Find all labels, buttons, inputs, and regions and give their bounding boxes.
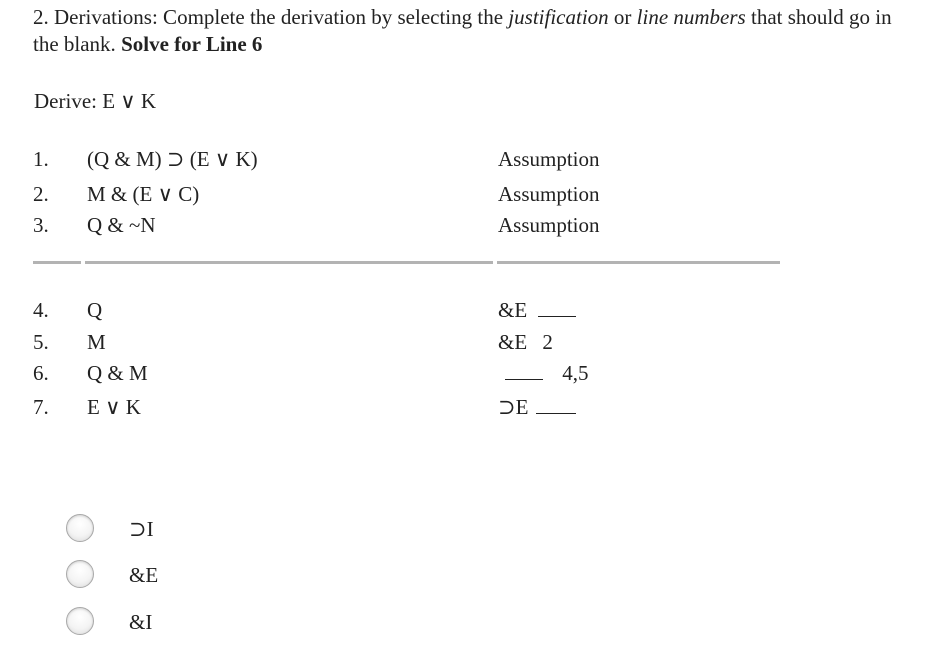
line-justification	[498, 330, 553, 355]
justification-blank	[505, 365, 543, 380]
line-formula: M & (E ∨ C)	[87, 182, 200, 206]
separator-rule-segment	[497, 261, 780, 264]
answer-option-3[interactable]	[0, 601, 300, 641]
rule-label: ⊃E	[498, 395, 529, 419]
line-numbers: 2	[542, 330, 553, 354]
line-formula: Q	[87, 298, 103, 322]
line-formula: M	[87, 330, 106, 354]
rule-label: &E	[498, 330, 528, 354]
line-number: 5.	[33, 330, 49, 354]
step-row-5	[0, 326, 936, 360]
question-bold-instruction: Solve for Line 6	[121, 32, 263, 56]
step-row-4	[0, 294, 936, 328]
radio-button[interactable]	[66, 560, 94, 588]
line-formula: Q & ~N	[87, 213, 156, 237]
premise-row-1	[0, 143, 936, 177]
derive-goal: Derive: E ∨ K	[34, 89, 157, 113]
line-number: 6.	[33, 361, 49, 385]
line-number: 2.	[33, 182, 49, 206]
separator-rule-segment	[85, 261, 493, 264]
rule-label: &E	[498, 298, 528, 322]
question-text	[33, 4, 913, 58]
line-number: 3.	[33, 213, 49, 237]
line-justification: Assumption	[498, 147, 600, 171]
question-prefix: 2. Derivations: Complete the derivation by selecting the	[33, 5, 509, 29]
line-justification: Assumption	[498, 182, 600, 206]
option-label[interactable]: &I	[129, 610, 153, 634]
option-label[interactable]: &E	[129, 563, 159, 587]
step-row-6	[0, 357, 936, 391]
line-justification	[505, 361, 589, 386]
question-mid: or	[608, 5, 637, 29]
question-italic-line-numbers: line numbers	[636, 5, 746, 29]
line-numbers-blank	[538, 302, 576, 317]
question-suffix: that should go in the blank.	[33, 5, 892, 56]
line-justification: Assumption	[498, 213, 600, 237]
line-number: 4.	[33, 298, 49, 322]
premise-row-2	[0, 178, 936, 212]
separator-rule-segment	[33, 261, 81, 264]
answer-option-1[interactable]	[0, 508, 300, 548]
step-row-7	[0, 391, 936, 425]
answer-option-2[interactable]	[0, 554, 300, 594]
line-justification	[498, 395, 576, 420]
line-formula: (Q & M) ⊃ (E ∨ K)	[87, 147, 258, 171]
option-label[interactable]: ⊃I	[129, 517, 154, 541]
line-justification	[498, 298, 576, 323]
question-italic-justification: justification	[508, 5, 609, 29]
line-formula: Q & M	[87, 361, 148, 385]
line-number: 7.	[33, 395, 49, 419]
line-numbers: 4,5	[562, 361, 589, 385]
radio-button[interactable]	[66, 607, 94, 635]
premise-row-3	[0, 209, 936, 243]
line-numbers-blank	[536, 399, 576, 414]
radio-button[interactable]	[66, 514, 94, 542]
line-number: 1.	[33, 147, 49, 171]
line-formula: E ∨ K	[87, 395, 141, 419]
